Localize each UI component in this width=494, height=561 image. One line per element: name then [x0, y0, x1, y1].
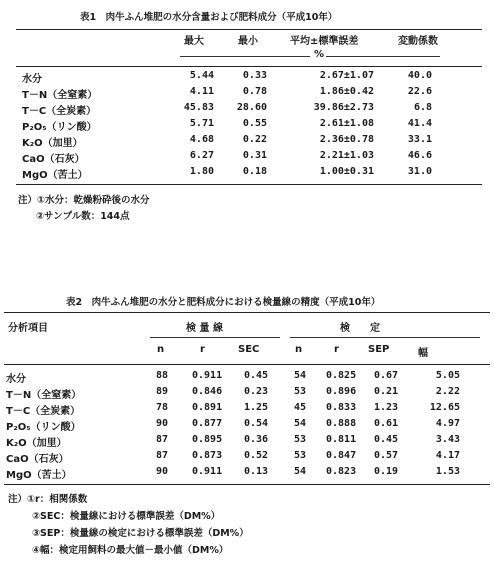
cell-n1: 87 — [156, 450, 169, 461]
cell-width: 1.53 — [435, 466, 460, 477]
row-label: 水分 — [22, 74, 42, 85]
cell-mean: 2.36±0.78 — [319, 134, 374, 145]
cell-width: 5.05 — [435, 370, 460, 381]
cell-sep: 0.67 — [374, 370, 399, 381]
row-label: T－C（全炭素） — [22, 106, 97, 117]
table2-note-2: ②SEC：検量線における標準誤差（DM%） — [32, 511, 221, 522]
table2-group2-line — [290, 337, 480, 338]
table1-top-rule — [16, 29, 482, 30]
table2-sub-n1: n — [157, 344, 165, 355]
cell-n1: 90 — [156, 466, 169, 477]
table2-sub-r1: r — [200, 344, 205, 355]
cell-min: 0.55 — [242, 118, 267, 129]
table2-group-validation: 検 定 — [340, 323, 380, 334]
cell-n2: 53 — [294, 434, 307, 445]
cell-n2: 53 — [294, 450, 307, 461]
cell-cv: 22.6 — [407, 86, 432, 97]
cell-r2: 0.823 — [326, 466, 357, 477]
cell-min: 0.31 — [242, 150, 267, 161]
table2-bottom-rule — [4, 484, 490, 485]
cell-cv: 40.0 — [407, 70, 432, 81]
cell-r1: 0.877 — [192, 418, 223, 429]
table2-note-3: ③SEP：検量線の検定における標準誤差（DM%） — [32, 528, 249, 539]
table1-header-rule — [16, 66, 482, 67]
cell-r1: 0.895 — [192, 434, 223, 445]
row-label: P₂O₅（リン酸） — [22, 122, 97, 133]
cell-max: 45.83 — [183, 102, 214, 113]
table2-group-calibration: 検 量 線 — [186, 323, 223, 334]
cell-sep: 0.57 — [374, 450, 399, 461]
cell-sec: 0.45 — [244, 370, 269, 381]
table2-note-4: ④幅：検定用飼料の最大値－最小値（DM%） — [32, 545, 229, 556]
cell-n1: 89 — [156, 386, 169, 397]
cell-r2: 0.825 — [326, 370, 357, 381]
table1-title: 表1 肉牛ふん堆肥の水分含量および肥料成分（平成10年） — [80, 12, 338, 23]
cell-min: 0.22 — [242, 134, 267, 145]
table1-note-2: ②サンプル数：144点 — [36, 211, 130, 222]
cell-mean: 2.67±1.07 — [319, 70, 374, 81]
cell-sec: 0.23 — [244, 386, 269, 397]
cell-n2: 53 — [294, 386, 307, 397]
row-label: MgO（苦土） — [6, 470, 72, 481]
cell-n2: 54 — [294, 370, 307, 381]
table2-group1-line — [150, 337, 280, 338]
cell-sep: 0.61 — [374, 418, 399, 429]
cell-r1: 0.873 — [192, 450, 223, 461]
cell-n1: 78 — [156, 402, 169, 413]
row-label: CaO（石灰） — [22, 154, 85, 165]
cell-r2: 0.888 — [326, 418, 357, 429]
cell-sep: 0.19 — [374, 466, 399, 477]
cell-max: 4.68 — [189, 134, 214, 145]
table1-unit: % — [314, 49, 325, 60]
table2-note-1: 注）①r：相関係数 — [8, 494, 88, 505]
table2-top-rule — [4, 312, 490, 313]
cell-n1: 88 — [156, 370, 169, 381]
cell-sec: 0.52 — [244, 450, 269, 461]
table1-header-min: 最小 — [238, 36, 258, 47]
cell-n1: 87 — [156, 434, 169, 445]
table1-unit-line-left — [180, 56, 310, 57]
table2-sub-sec: SEC — [238, 344, 260, 355]
table2-sub-n2: n — [295, 344, 303, 355]
cell-width: 4.97 — [435, 418, 460, 429]
cell-sec: 0.54 — [244, 418, 269, 429]
cell-r2: 0.847 — [326, 450, 357, 461]
table2-sub-width: 幅 — [418, 348, 428, 359]
cell-max: 6.27 — [189, 150, 214, 161]
row-label: P₂O₅（リン酸） — [6, 422, 81, 433]
cell-max: 5.44 — [189, 70, 214, 81]
cell-max: 4.11 — [189, 86, 214, 97]
cell-n1: 90 — [156, 418, 169, 429]
cell-max: 5.71 — [189, 118, 214, 129]
cell-r2: 0.896 — [326, 386, 357, 397]
cell-width: 2.22 — [435, 386, 460, 397]
cell-mean: 39.86±2.73 — [313, 102, 374, 113]
cell-sep: 1.23 — [374, 402, 399, 413]
table2-sub-r2: r — [334, 344, 339, 355]
cell-cv: 31.0 — [407, 166, 432, 177]
cell-n2: 45 — [294, 402, 307, 413]
table2-title: 表2 肉牛ふん堆肥の水分と肥料成分における検量線の精度（平成10年） — [66, 297, 381, 308]
row-label: T－C（全炭素） — [6, 406, 81, 417]
cell-min: 0.33 — [242, 70, 267, 81]
cell-cv: 6.8 — [413, 102, 432, 113]
table2-sub-sep: SEP — [368, 344, 390, 355]
cell-min: 28.60 — [236, 102, 267, 113]
cell-min: 0.78 — [242, 86, 267, 97]
cell-min: 0.18 — [242, 166, 267, 177]
cell-mean: 2.61±1.08 — [319, 118, 374, 129]
cell-r2: 0.833 — [326, 402, 357, 413]
cell-mean: 2.21±1.03 — [319, 150, 374, 161]
table2-header-rule — [4, 364, 490, 365]
row-label: 水分 — [6, 374, 26, 385]
cell-sec: 0.36 — [244, 434, 269, 445]
row-label: K₂O（加里） — [6, 438, 67, 449]
cell-r1: 0.911 — [192, 370, 223, 381]
cell-sep: 0.21 — [374, 386, 399, 397]
cell-sec: 0.13 — [244, 466, 269, 477]
row-label: K₂O（加里） — [22, 138, 83, 149]
cell-max: 1.80 — [189, 166, 214, 177]
table1-header-max: 最大 — [184, 36, 204, 47]
cell-r1: 0.911 — [192, 466, 223, 477]
cell-r1: 0.891 — [192, 402, 223, 413]
table1-header-mean: 平均±標準誤差 — [290, 36, 359, 47]
cell-r2: 0.811 — [326, 434, 357, 445]
table1-header-cv: 変動係数 — [398, 36, 438, 47]
table1-note-1: 注）①水分：乾燥粉砕後の水分 — [18, 195, 150, 206]
cell-sec: 1.25 — [244, 402, 269, 413]
cell-r1: 0.846 — [192, 386, 223, 397]
row-label: T－N（全窒素） — [22, 90, 98, 101]
row-label: T－N（全窒素） — [6, 390, 82, 401]
table2-col-item: 分析項目 — [8, 323, 48, 334]
cell-cv: 46.6 — [407, 150, 432, 161]
cell-cv: 41.4 — [407, 118, 432, 129]
cell-width: 4.17 — [435, 450, 460, 461]
cell-width: 12.65 — [429, 402, 460, 413]
cell-width: 3.43 — [435, 434, 460, 445]
cell-n2: 54 — [294, 466, 307, 477]
cell-mean: 1.86±0.42 — [319, 86, 374, 97]
row-label: CaO（石灰） — [6, 454, 69, 465]
cell-mean: 1.00±0.31 — [319, 166, 374, 177]
cell-n2: 54 — [294, 418, 307, 429]
table1-unit-line-right — [326, 56, 440, 57]
table1-bottom-rule — [16, 184, 482, 185]
cell-cv: 33.1 — [407, 134, 432, 145]
row-label: MgO（苦土） — [22, 170, 88, 181]
cell-sep: 0.45 — [374, 434, 399, 445]
